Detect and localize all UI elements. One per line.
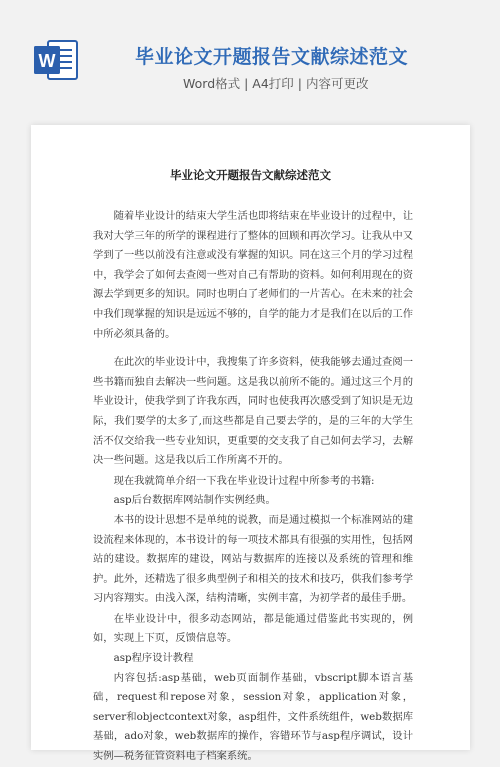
document-title: 毕业论文开题报告文献综述范文 (170, 168, 331, 182)
svg-text:W: W (38, 51, 56, 71)
paragraph: 随着毕业设计的结束大学生活也即将结束在毕业设计的过程中，让我对大学三年的所学的课程进行了整体的回顾和再次学习。让我从中又学到了一些以前没有注意或没有掌握的知识。同在这三个月的学习过程中，我学会了如何去查阅一些对自己有帮助的资料。如何利用现在的资源去学到更多的知识。同时也明白了老师们的一片苦心。在未来的社会中我们现掌握的知识是远远不够的，自学的能力才是我们在以后的工作中所必须具备的。 (93, 210, 413, 340)
page-subtitle: Word格式 | A4打印 | 内容可更改 (183, 76, 369, 91)
paragraph: 在此次的毕业设计中，我搜集了许多资料，使我能够去通过查阅一些书籍而独自去解决一些问题。这是我以前所不能的。通过这三个月的毕业设计，使我学到了许我东西，同时也使我再次感受到了知识是无边际，我们要学的太多了,而这些都是自己要去学的，是的三年的大学生活不仅交给我一些专业知识，更重要的交支我了自己如何去学习，去解决一些问题。这是我以后工作所离不开的。 (93, 356, 413, 467)
paragraph: 在毕业设计中，很多动态网站，都是能通过借鉴此书实现的，例如，实现上下页，反馈信息等。 (93, 612, 413, 645)
paragraph: 本书的设计思想不是单纯的说教，而是通过模拟一个标准网站的建设流程来体现的，本书设计的每一项技术都具有很强的实用性，包括网站的建设。数据库的建设，网站与数据库的连接以及系统的管理和维护。此外，还精选了很多典型例子和相关的技术和技巧，供我们参考学习内容翔实。由浅入深，结构清晰，实例丰富，为初学者的最佳手册。 (93, 513, 413, 605)
word-document-icon (34, 40, 78, 80)
document-page (31, 125, 470, 763)
page-title: 毕业论文开题报告文献综述范文 (135, 46, 409, 68)
header (0, 0, 500, 110)
document-body (93, 207, 413, 767)
paragraph: asp程序设计教程 (113, 652, 194, 665)
paragraph: 内容包括:asp基础，web页面制作基础，vbscript脚本语言基础，request和repose对象，session对象，application对象，server和objectcontext对象，asp组件，文件系统组件，web数据库基础，ado对象，web数据库的操作，容错环节与asp程序调试，设计实例—税务征管资料电子档案系统。 (93, 671, 413, 763)
paragraph: asp后台数据库网站制作实例经典。 (113, 494, 276, 507)
paragraph: 现在我就简单介绍一下我在毕业设计过程中所参考的书籍: (113, 474, 375, 487)
